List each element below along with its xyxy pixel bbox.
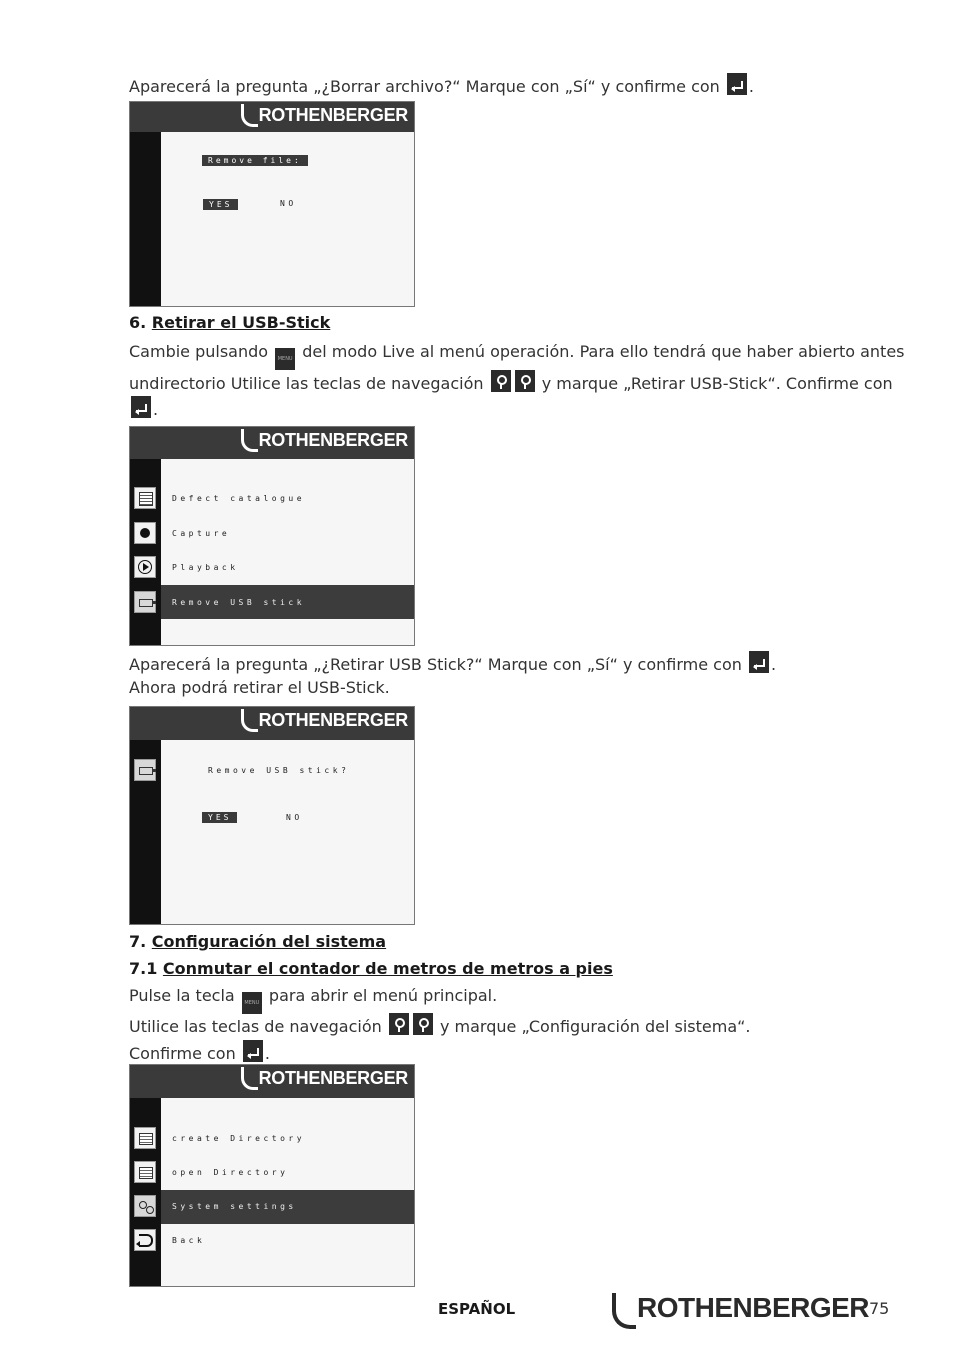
open-directory-icon <box>134 1161 156 1183</box>
menu-item-defect-catalogue[interactable]: Defect catalogue <box>172 494 306 503</box>
yes-option[interactable]: YES <box>203 199 238 210</box>
nav-down-key-icon <box>515 370 535 392</box>
yes-option[interactable]: YES <box>202 812 237 823</box>
menu-item-back[interactable]: Back <box>172 1236 206 1245</box>
screen-remove-usb-confirm <box>129 706 415 925</box>
paragraph-confirm: Confirme con . <box>129 1040 270 1064</box>
no-option[interactable]: NO <box>286 813 303 822</box>
rothenberger-logo: ROTHENBERGER <box>241 429 408 452</box>
screen-header <box>130 427 414 459</box>
nav-up-key-icon <box>491 370 511 392</box>
footer-rothenberger-logo: ROTHENBERGER <box>612 1292 869 1329</box>
menu-item-capture[interactable]: Capture <box>172 529 231 538</box>
remove-file-prompt: Remove file: <box>202 155 308 166</box>
menu-item-create-directory[interactable]: create Directory <box>172 1134 306 1143</box>
rothenberger-logo: ROTHENBERGER <box>241 709 408 732</box>
section-7-heading: 7. Configuración del sistema <box>129 932 387 951</box>
footer-language: ESPAÑOL <box>438 1300 516 1318</box>
menu-key-icon: MENU <box>242 992 262 1014</box>
screen-main-menu <box>129 1064 415 1287</box>
section-7-1-heading: 7.1 Conmutar el contador de metros de metros a pies <box>129 959 613 978</box>
remove-usb-prompt: Remove USB stick? <box>208 766 350 775</box>
screen-remove-file <box>129 101 415 307</box>
menu-item-remove-usb-stick[interactable]: Remove USB stick <box>161 585 414 619</box>
capture-icon <box>134 522 156 544</box>
enter-key-icon <box>131 396 151 418</box>
gears-icon <box>134 1195 156 1217</box>
screen-header <box>130 707 414 740</box>
screen-sidebar <box>130 132 161 306</box>
rothenberger-logo: ROTHENBERGER <box>241 104 408 127</box>
defect-catalogue-icon <box>134 487 156 509</box>
paragraph-navigate: Utilice las teclas de navegación y marque „Configuración del sistema“. <box>129 1013 751 1037</box>
paragraph-remove-usb-line1: Cambie pulsando MENU del modo Live al menú operación. Para ello tendrá que haber abierto antes <box>129 342 905 370</box>
rothenberger-logo: ROTHENBERGER <box>241 1067 408 1090</box>
section-6-heading: 6. Retirar el USB-Stick <box>129 313 331 332</box>
paragraph-open-menu: Pulse la tecla MENU para abrir el menú principal. <box>129 986 497 1014</box>
enter-key-icon <box>727 73 747 95</box>
paragraph-usb-question: Aparecerá la pregunta „¿Retirar USB Stick?“ Marque con „Sí“ y confirme con . <box>129 651 776 675</box>
nav-up-key-icon <box>389 1013 409 1035</box>
paragraph-usb-remove-now: Ahora podrá retirar el USB-Stick. <box>129 678 390 697</box>
create-directory-icon <box>134 1127 156 1149</box>
menu-item-system-settings[interactable]: System settings <box>161 1190 414 1224</box>
playback-icon <box>134 556 156 578</box>
paragraph-delete-question: Aparecerá la pregunta „¿Borrar archivo?“ Marque con „Sí“ y confirme con . <box>129 73 754 97</box>
menu-item-open-directory[interactable]: open Directory <box>172 1168 289 1177</box>
usb-icon <box>134 759 156 781</box>
enter-key-icon <box>243 1040 263 1062</box>
menu-key-icon: MENU <box>275 348 295 370</box>
page-number: 75 <box>869 1299 890 1318</box>
usb-icon <box>134 591 156 613</box>
screen-header <box>130 102 414 132</box>
screen-header <box>130 1065 414 1098</box>
screen-operation-menu <box>129 426 415 646</box>
back-icon <box>134 1229 156 1251</box>
nav-down-key-icon <box>413 1013 433 1035</box>
paragraph-remove-usb-line3: . <box>129 396 158 420</box>
no-option[interactable]: NO <box>280 199 297 208</box>
enter-key-icon <box>749 651 769 673</box>
paragraph-remove-usb-line2: undirectorio Utilice las teclas de navegación y marque „Retirar USB-Stick“. Confirme con <box>129 370 893 394</box>
menu-item-playback[interactable]: Playback <box>172 563 239 572</box>
